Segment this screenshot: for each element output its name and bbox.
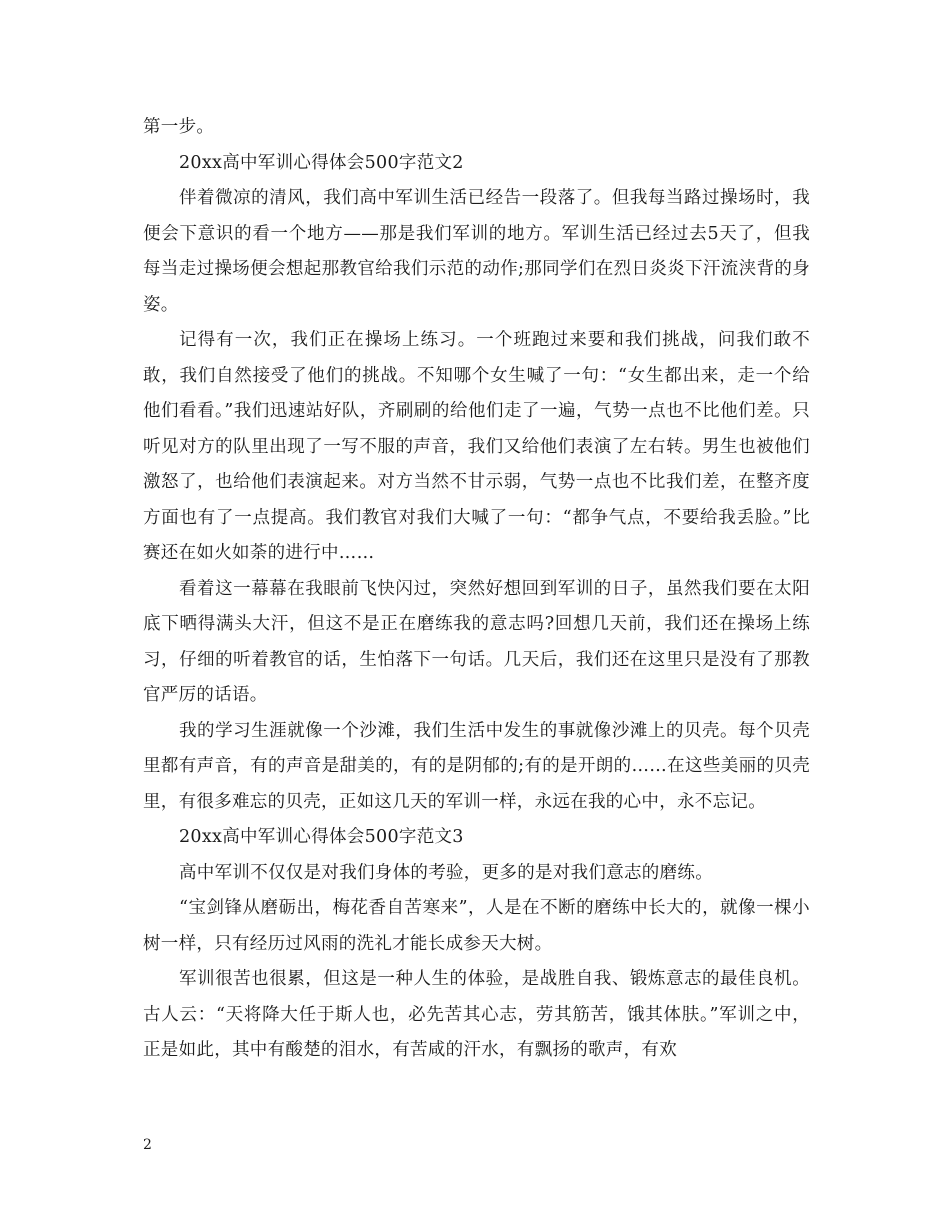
section-heading-2: 20xx高中军训心得体会500字范文2: [179, 152, 464, 173]
page-number: 2: [143, 1137, 152, 1153]
paragraph: 高中军训不仅仅是对我们身体的考验，更多的是对我们意志的磨练。: [179, 862, 713, 883]
paragraph: 军训很苦也很累，但这是一种人生的体验，是战胜自我、锻炼意志的最佳良机。古人云：“天将降大任于斯人也，必先苦其心志，劳其筋苦，饿其体肤。”军训之中，正是如此，其中有酸楚的泪水，有苦咸的汗水，有飘扬的歌声，有欢: [143, 969, 810, 1060]
paragraph: 伴着微凉的清风，我们高中军训生活已经告一段落了。但我每当路过操场时，我便会下意识的看一个地方——那是我们军训的地方。军训生活已经过去5天了，但我每当走过操场便会想起那教官给我们示范的动作;那同学们在烈日炎炎下汗流浃背的身姿。: [143, 188, 810, 315]
paragraph-fragment: 第一步。: [143, 117, 215, 137]
paragraph: 看着这一幕幕在我眼前飞快闪过，突然好想回到军训的日子，虽然我们要在太阳底下晒得满头大汗，但这不是正在磨练我的意志吗?回想几天前，我们还在操场上练习，仔细的听着教官的话，生怕落下一句话。几天后，我们还在这里只是没有了那教官严厉的话语。: [143, 578, 810, 705]
paragraph: “宝剑锋从磨砺出，梅花香自苦寒来”，人是在不断的磨练中长大的，就像一棵小树一样，只有经历过风雨的洗礼才能长成参天大树。: [143, 898, 810, 954]
section-heading-3: 20xx高中军训心得体会500字范文3: [179, 827, 464, 847]
paragraph: 我的学习生涯就像一个沙滩，我们生活中发生的事就像沙滩上的贝壳。每个贝壳里都有声音，有的声音是甜美的，有的是阴郁的;有的是开朗的……在这些美丽的贝壳里，有很多难忘的贝壳，正如这几天的军训一样，永远在我的心中，永不忘记。: [143, 720, 810, 812]
document-body: [143, 110, 810, 1069]
paragraph: 记得有一次，我们正在操场上练习。一个班跑过来要和我们挑战，问我们敢不敢，我们自然接受了他们的挑战。不知哪个女生喊了一句：“女生都出来，走一个给他们看看。”我们迅速站好队，齐刷刷的给他们走了一遍，气势一点也不比他们差。只听见对方的队里出现了一写不服的声音，我们又给他们表演了左右转。男生也被他们激怒了，也给他们表演起来。对方当然不甘示弱，气势一点也不比我们差，在整齐度方面也有了一点提高。我们教官对我们大喊了一句：“都争气点，不要给我丢脸。”比赛还在如火如荼的进行中……: [143, 330, 810, 563]
